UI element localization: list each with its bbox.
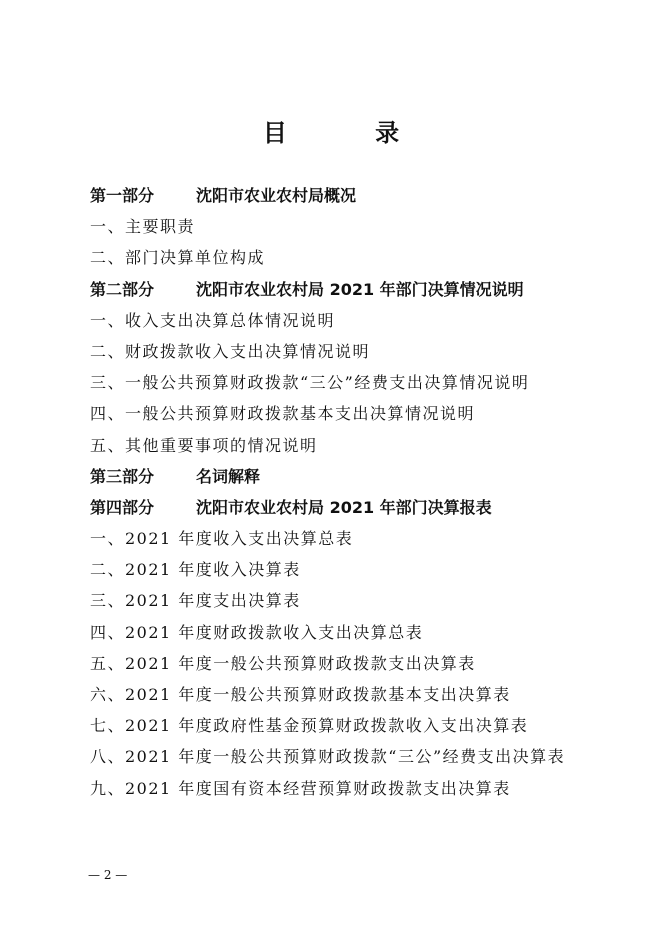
toc-item: 四、一般公共预算财政拨款基本支出决算情况说明: [90, 404, 476, 424]
toc-part-title: 名词解释: [196, 466, 261, 486]
toc-part-2: [90, 274, 630, 305]
toc-part-3: [90, 461, 630, 492]
toc-part-label: 第一部分: [90, 186, 155, 205]
toc-part-1: [90, 180, 630, 211]
toc-item: 二、部门决算单位构成: [90, 248, 266, 268]
toc-item: 一、主要职责: [90, 217, 196, 237]
toc-item: 四、2021 年度财政拨款收入支出决算总表: [90, 622, 424, 642]
toc-item: 五、2021 年度一般公共预算财政拨款支出决算表: [90, 653, 476, 673]
toc-item: 五、其他重要事项的情况说明: [90, 435, 318, 455]
toc-item: 一、收入支出决算总体情况说明: [90, 310, 336, 330]
toc-item: 三、2021 年度支出决算表: [90, 591, 301, 611]
toc-item: 七、2021 年度政府性基金预算财政拨款收入支出决算表: [90, 716, 529, 736]
toc-part-title: 沈阳市农业农村局 2021 年部门决算情况说明: [196, 279, 524, 299]
toc-item: 二、2021 年度收入决算表: [90, 560, 301, 580]
toc-part-label: 第四部分: [90, 497, 155, 517]
toc-item: 八、2021 年度一般公共预算财政拨款“三公”经费支出决算表: [90, 747, 566, 767]
toc-item: 三、一般公共预算财政拨款“三公”经费支出决算情况说明: [90, 373, 530, 393]
toc-item: 六、2021 年度一般公共预算财政拨款基本支出决算表: [90, 685, 511, 704]
toc-item: 一、2021 年度收入支出决算总表: [90, 529, 354, 549]
toc-part-label: 第二部分: [90, 279, 155, 299]
toc-item: 九、2021 年度国有资本经营预算财政拨款支出决算表: [90, 778, 511, 798]
page-title: 目 录: [262, 119, 440, 147]
toc-part-title: 沈阳市农业农村局概况: [196, 186, 357, 205]
toc-part-4: [90, 492, 630, 523]
toc-part-title: 沈阳市农业农村局 2021 年部门决算报表: [196, 497, 492, 517]
page-number: — 2 —: [88, 868, 128, 882]
table-of-contents: [90, 180, 630, 804]
toc-item: 二、财政拨款收入支出决算情况说明: [90, 341, 371, 361]
toc-part-label: 第三部分: [90, 466, 155, 486]
